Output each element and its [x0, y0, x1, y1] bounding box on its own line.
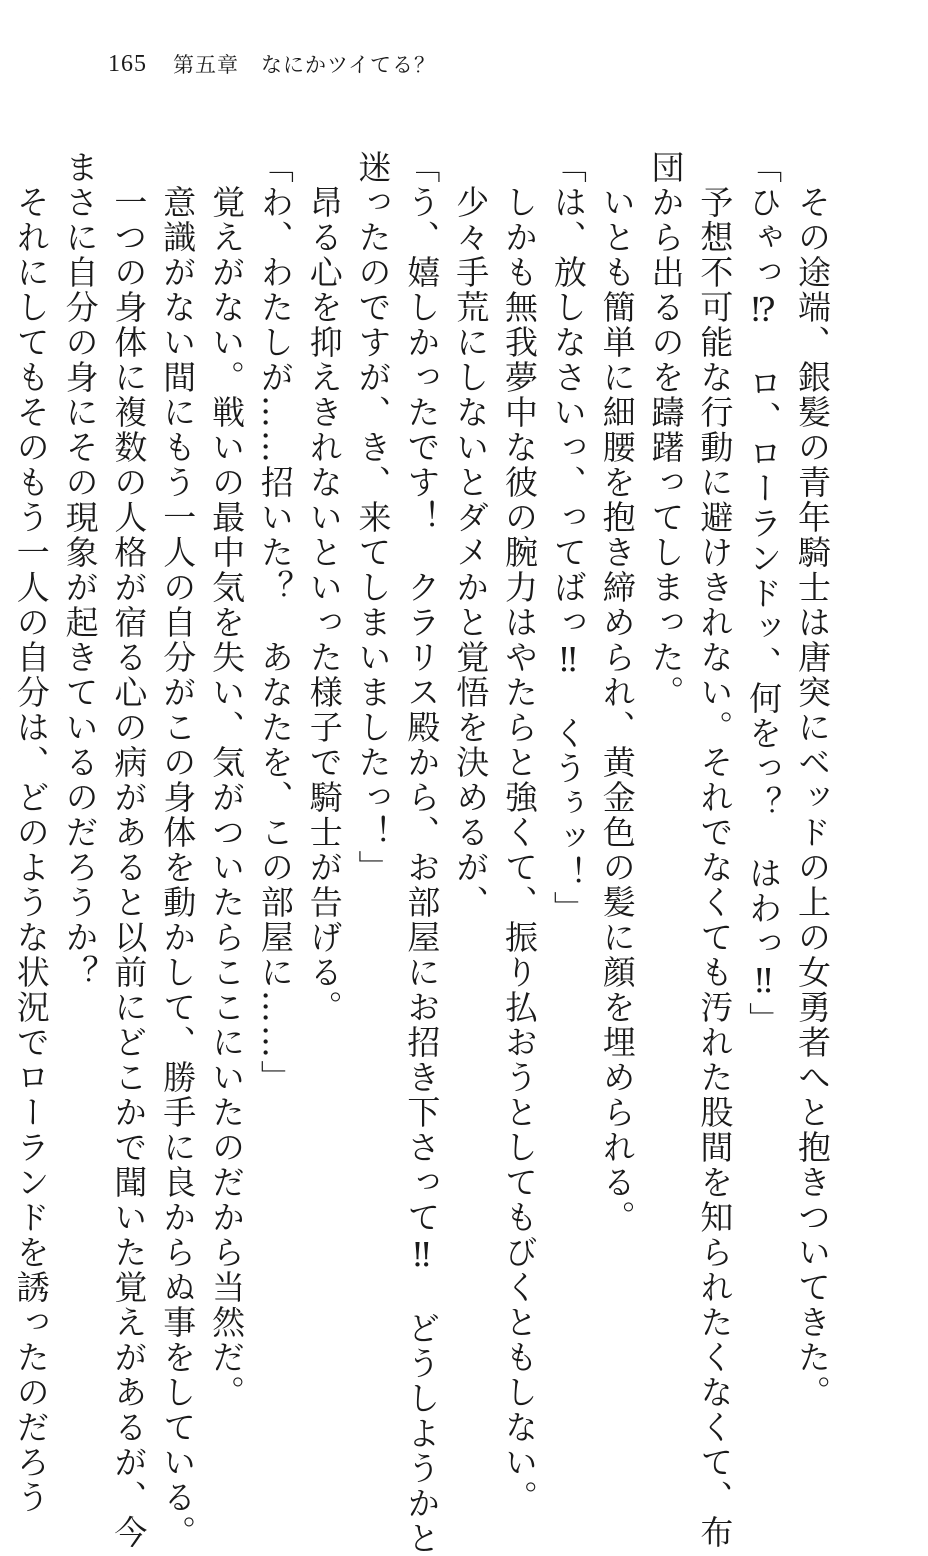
text-line: まさに自分の身にその現象が起きているのだろうか？	[60, 150, 100, 990]
text-line	[0, 150, 6, 1150]
running-head	[108, 46, 436, 82]
page-number: 165	[108, 50, 147, 77]
text-line: 意識がない間にもう一人の自分がこの身体を動かして、勝手に良からぬ事をしている。	[158, 150, 198, 1550]
text-line: 「は、放しなさいっ、ってばっ‼ くうぅッ！」	[548, 150, 588, 926]
text-line: 「う、嬉しかったです！ クラリス殿から、お部屋にお招き下さって‼ どうしようかと	[402, 150, 442, 1556]
body-text	[11, 150, 836, 1556]
chapter-title: 第五章 なにかツイてる？	[173, 53, 436, 77]
text-line: それにしてもそのもう一人の自分は、どのような状況でローランドを誘ったのだろう	[11, 150, 51, 1515]
text-line: 「ひゃっ⁉ ロ、ローランドッ、何をっ？ はわっ‼」	[744, 150, 784, 1037]
text-line: その途端、銀髪の青年騎士は唐突にベッドの上の女勇者へと抱きついてきた。	[793, 150, 832, 1410]
text-line: 迷ったのですが、き、来てしまいましたっ！」	[353, 150, 393, 885]
text-line: 昂る心を抑えきれないといった様子で騎士が告げる。	[304, 150, 344, 1025]
text-line: 団から出るのを躊躇ってしまった。	[646, 150, 686, 710]
text-line: いとも簡単に細腰を抱き締められ、黄金色の髪に顔を埋められる。	[597, 150, 637, 1235]
text-line: 予想不可能な行動に避けきれない。それでなくても汚れた股間を知られたくなくて、布	[695, 150, 735, 1550]
text-line: 少々手荒にしないとダメかと覚悟を決めるが、	[451, 150, 491, 920]
text-line: 「わ、わたしが……招いた？ あなたを、この部屋に……」	[255, 150, 295, 1095]
text-line: 覚えがない。戦いの最中気を失い、気がついたらここにいたのだから当然だ。	[207, 150, 247, 1410]
text-line: しかも無我夢中な彼の腕力はやたらと強くて、振り払おうとしてもびくともしない。	[500, 150, 540, 1515]
text-line: 一つの身体に複数の人格が宿る心の病があると以前にどこかで聞いた覚えがあるが、今	[109, 150, 149, 1550]
